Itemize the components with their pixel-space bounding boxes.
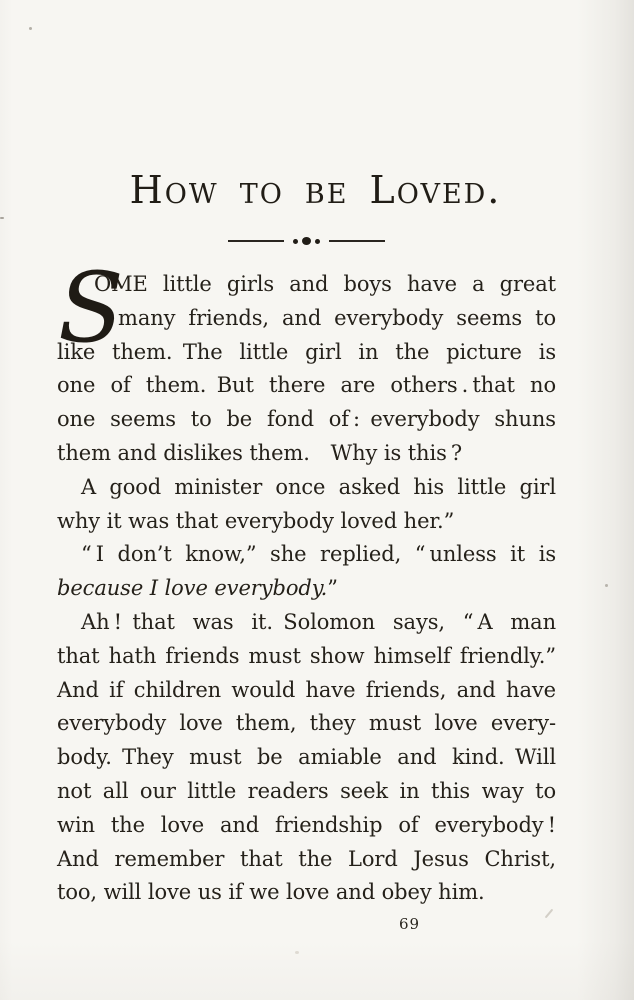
paper-speck <box>295 951 299 954</box>
text-line: And remember that the Lord Jesus Christ, <box>57 846 556 871</box>
text-line: why it was that everybody loved her.” <box>57 508 455 533</box>
paper-speck <box>0 217 4 219</box>
text-line: that hath friends must show himself friendly.” <box>57 643 556 668</box>
text-line: everybody love them, they must love every- <box>57 711 556 736</box>
divider-dot <box>302 237 311 245</box>
chapter-title: How to be Loved. <box>129 168 502 212</box>
text-line: one of them. But there are others . that no <box>57 373 556 398</box>
divider-dot <box>293 239 298 244</box>
text-line <box>57 572 556 606</box>
drop-cap: S <box>58 252 124 364</box>
page-number: 69 <box>399 915 421 933</box>
text-line: them and dislikes them. Why is this ? <box>57 440 463 465</box>
paragraph <box>57 471 556 539</box>
text-line: many friends, and everybody seems to <box>118 305 556 330</box>
paragraph <box>57 606 556 910</box>
body-text <box>57 252 556 910</box>
paper-speck <box>29 27 32 30</box>
text-line: like them. The little girl in the picture is <box>57 339 556 364</box>
text-line: too, will love us if we love and obey him. <box>57 880 485 905</box>
ornamental-divider <box>57 233 556 249</box>
text-line: one seems to be fond of : everybody shuns <box>57 407 556 432</box>
text-line: body. They must be amiable and kind. Will <box>57 745 556 770</box>
text-line: not all our little readers seek in this way to <box>57 778 556 803</box>
divider-rule-right <box>329 240 385 242</box>
italic-text: because I love everybody. <box>57 576 328 601</box>
text-line: win the love and friendship of everybody ! <box>57 812 556 837</box>
paper-speck <box>605 584 608 587</box>
text-line: “ I don’t know,” she replied, “ unless it is <box>81 542 556 567</box>
text-line: OME little girls and boys have a great <box>94 272 556 296</box>
divider-rule-left <box>228 240 284 242</box>
text-line: And if children would have friends, and have <box>57 677 556 702</box>
text-line: A good minister once asked his little girl <box>81 474 556 499</box>
text-segment: ” <box>327 576 338 601</box>
paragraph <box>57 252 556 471</box>
divider-dot <box>315 239 320 244</box>
text-line: Ah ! that was it. Solomon says, “ A man <box>81 609 556 634</box>
paragraph <box>57 538 556 606</box>
